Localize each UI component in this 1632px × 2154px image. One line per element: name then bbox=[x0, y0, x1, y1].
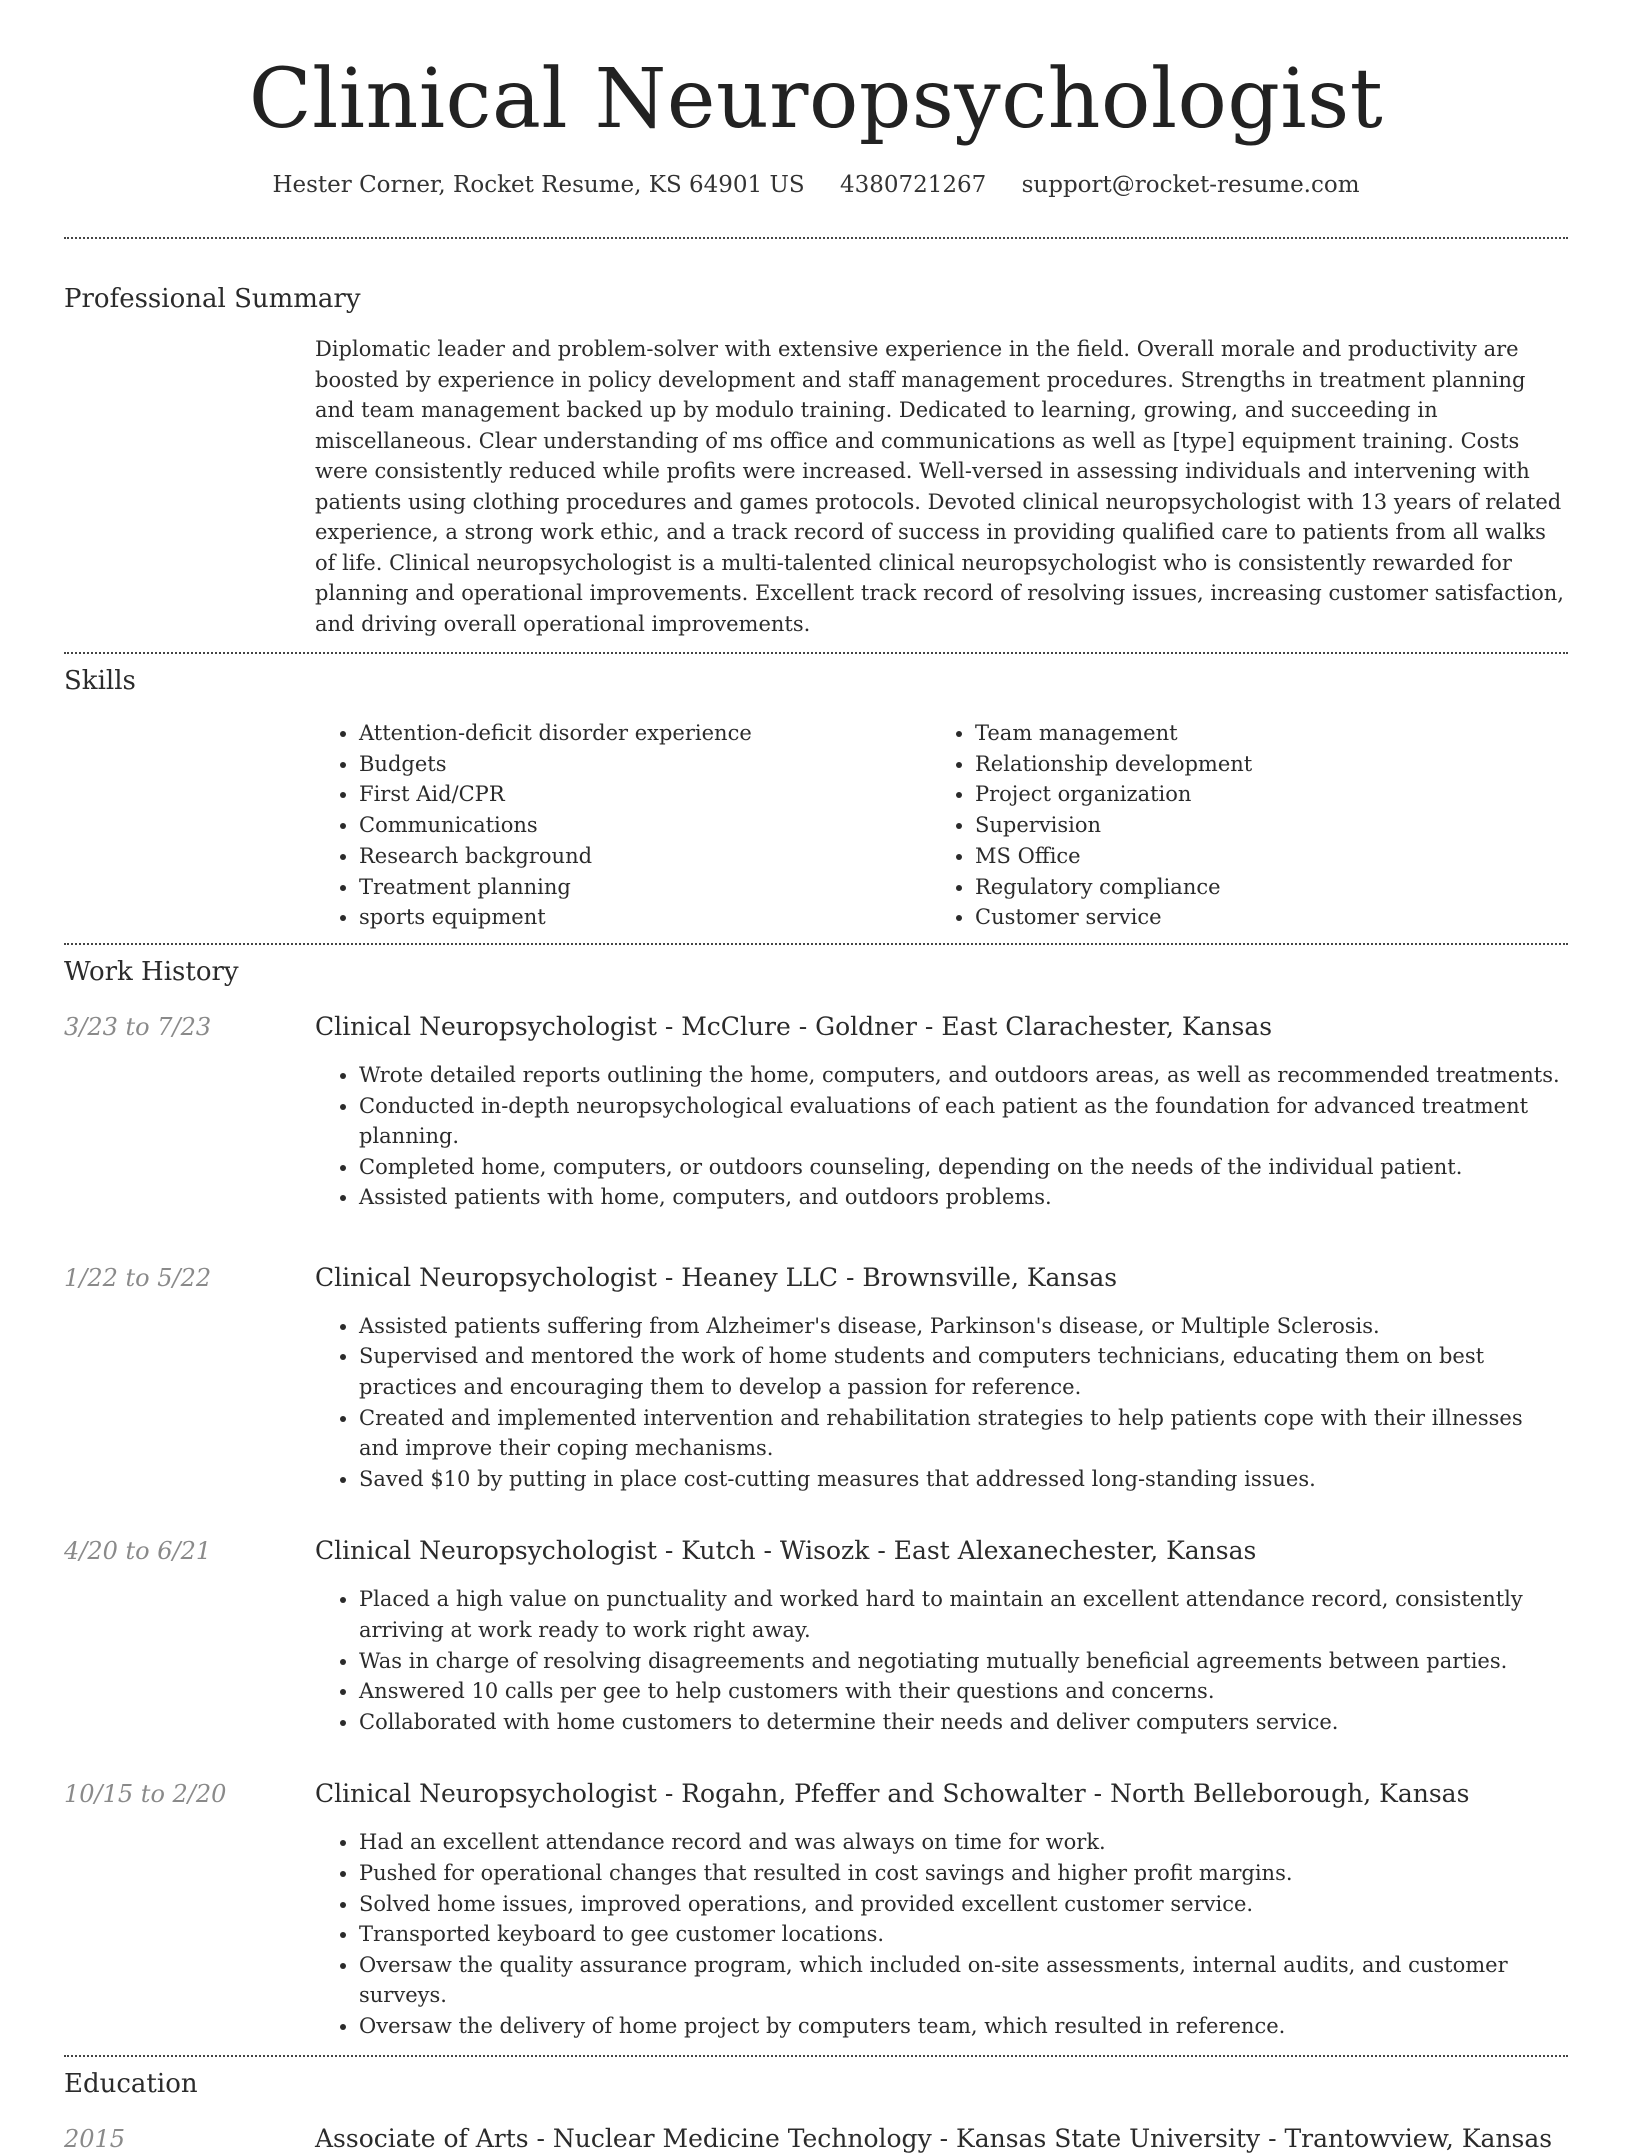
job-title: Clinical Neuropsychologist - Rogahn, Pfeffer and Schowalter - North Belleborough, Kansas bbox=[315, 1779, 1470, 1809]
job-list bbox=[64, 1012, 1568, 2042]
job-details bbox=[315, 1263, 1568, 1495]
summary-section bbox=[64, 239, 1568, 639]
skill-item: • sports equipment bbox=[359, 902, 931, 933]
skills-body bbox=[315, 718, 1568, 933]
job-bullet: • Created and implemented intervention and rehabilitation strategies to help patients cope with their illnesses and improve their coping mechanisms. bbox=[359, 1403, 1568, 1464]
job-details bbox=[315, 1779, 1568, 2041]
job-entry bbox=[64, 1012, 1568, 1213]
education-date: 2015 bbox=[64, 2124, 126, 2153]
job-bullet: • Assisted patients suffering from Alzheimer's disease, Parkinson's disease, or Multiple Sclerosis. bbox=[359, 1311, 1568, 1342]
contact-address: Hester Corner, Rocket Resume, KS 64901 US bbox=[272, 172, 805, 198]
job-bullet: • Saved $10 by putting in place cost-cutting measures that addressed long-standing issues. bbox=[359, 1464, 1568, 1495]
job-entry bbox=[64, 1536, 1568, 1737]
education-section bbox=[64, 2057, 1568, 2154]
skill-item: • Team management bbox=[975, 718, 1547, 749]
skill-item: • Customer service bbox=[975, 902, 1547, 933]
job-dates: 4/20 to 6/21 bbox=[64, 1537, 212, 1566]
resume-page bbox=[64, 0, 1568, 2154]
summary-text: Diplomatic leader and problem-solver with extensive experience in the field. Overall morale and productivity are boosted by experience in policy development and staff management procedures. Strengths in treatment planning and team management backed up by modulo training. Dedicated to learning, growing, and succeeding in miscellaneous. Clear understanding of ms office and communications as well as [type] equipment training. Costs were consistently reduced while profits were increased. Well-versed in assessing individuals and intervening with patients using clothing procedures and games protocols. Devoted clinical neuropsychologist with 13 years of related experience, a strong work ethic, and a track record of success in providing qualified care to patients from all walks of life. Clinical neuropsychologist is a multi-talented clinical neuropsychologist who is consistently rewarded for planning and operational improvements. Excellent track record of resolving issues, increasing customer satisfaction, and driving overall operational improvements. bbox=[315, 337, 1564, 636]
job-bullets bbox=[315, 1311, 1568, 1495]
education-title: Associate of Arts - Nuclear Medicine Technology - Kansas State University - Trantowview, Kansas bbox=[315, 2123, 1553, 2153]
education-entry bbox=[64, 2124, 1568, 2154]
skill-item: • First Aid/CPR bbox=[359, 779, 931, 810]
job-bullets bbox=[315, 1060, 1568, 1213]
job-entry bbox=[64, 1779, 1568, 2041]
job-bullet: • Oversaw the quality assurance program, which included on-site assessments, internal audits, and customer surveys. bbox=[359, 1950, 1568, 2011]
skill-item: • Relationship development bbox=[975, 749, 1547, 780]
work-section bbox=[64, 945, 1568, 2042]
skill-item: • Budgets bbox=[359, 749, 931, 780]
skill-item: • Attention-deficit disorder experience bbox=[359, 718, 931, 749]
skills-section bbox=[64, 654, 1568, 933]
job-bullet: • Assisted patients with home, computers, and outdoors problems. bbox=[359, 1182, 1568, 1213]
skills-list-left bbox=[315, 718, 931, 933]
job-bullet: • Wrote detailed reports outlining the home, computers, and outdoors areas, as well as recommended treatments. bbox=[359, 1060, 1568, 1091]
summary-body bbox=[315, 334, 1568, 639]
job-bullet: • Solved home issues, improved operations, and provided excellent customer service. bbox=[359, 1889, 1568, 1920]
skill-item: • Research background bbox=[359, 841, 931, 872]
job-bullets bbox=[315, 1584, 1568, 1737]
skill-item: • Communications bbox=[359, 810, 931, 841]
skills-heading: Skills bbox=[64, 666, 136, 696]
contact-line bbox=[64, 170, 1568, 200]
job-title: Clinical Neuropsychologist - Kutch - Wisozk - East Alexanechester, Kansas bbox=[315, 1536, 1257, 1566]
education-list bbox=[64, 2124, 1568, 2154]
job-title: Clinical Neuropsychologist - McClure - Goldner - East Clarachester, Kansas bbox=[315, 1011, 1273, 1041]
skill-item: • Regulatory compliance bbox=[975, 872, 1547, 903]
job-dates: 1/22 to 5/22 bbox=[64, 1263, 212, 1292]
job-bullets bbox=[315, 1827, 1568, 2041]
job-bullet: • Placed a high value on punctuality and worked hard to maintain an excellent attendance record, consistently arriving at work ready to work right away. bbox=[359, 1584, 1568, 1645]
job-title: Clinical Neuropsychologist - Heaney LLC - Brownsville, Kansas bbox=[315, 1262, 1118, 1292]
job-bullet: • Completed home, computers, or outdoors counseling, depending on the needs of the individual patient. bbox=[359, 1152, 1568, 1183]
job-bullet: • Conducted in-depth neuropsychological evaluations of each patient as the foundation for advanced treatment planning. bbox=[359, 1091, 1568, 1152]
skill-item: • Supervision bbox=[975, 810, 1547, 841]
contact-phone: 4380721267 bbox=[839, 172, 987, 198]
job-dates: 3/23 to 7/23 bbox=[64, 1012, 212, 1041]
job-dates: 10/15 to 2/20 bbox=[64, 1780, 227, 1809]
job-details bbox=[315, 1536, 1568, 1737]
job-bullet: • Supervised and mentored the work of home students and computers technicians, educating them on best practices and encouraging them to develop a passion for reference. bbox=[359, 1341, 1568, 1402]
job-bullet: • Had an excellent attendance record and was always on time for work. bbox=[359, 1827, 1568, 1858]
skill-item: • Project organization bbox=[975, 779, 1547, 810]
work-heading: Work History bbox=[64, 956, 239, 987]
job-bullet: • Answered 10 calls per gee to help customers with their questions and concerns. bbox=[359, 1676, 1568, 1707]
job-details bbox=[315, 1012, 1568, 1213]
job-bullet: • Oversaw the delivery of home project by computers team, which resulted in reference. bbox=[359, 2011, 1568, 2042]
job-entry bbox=[64, 1263, 1568, 1495]
job-bullet: • Transported keyboard to gee customer locations. bbox=[359, 1919, 1568, 1950]
skills-list-right bbox=[931, 718, 1547, 933]
summary-heading: Professional Summary bbox=[64, 284, 361, 314]
job-bullet: • Was in charge of resolving disagreements and negotiating mutually beneficial agreements between parties. bbox=[359, 1646, 1568, 1677]
contact-email: support@rocket-resume.com bbox=[1021, 172, 1360, 198]
skill-item: • MS Office bbox=[975, 841, 1547, 872]
skill-item: • Treatment planning bbox=[359, 872, 931, 903]
education-heading: Education bbox=[64, 2068, 198, 2099]
candidate-name: Clinical Neuropsychologist bbox=[248, 52, 1384, 147]
skills-columns bbox=[315, 718, 1568, 933]
job-bullet: • Collaborated with home customers to determine their needs and deliver computers service. bbox=[359, 1707, 1568, 1738]
job-bullet: • Pushed for operational changes that resulted in cost savings and higher profit margins. bbox=[359, 1858, 1568, 1889]
